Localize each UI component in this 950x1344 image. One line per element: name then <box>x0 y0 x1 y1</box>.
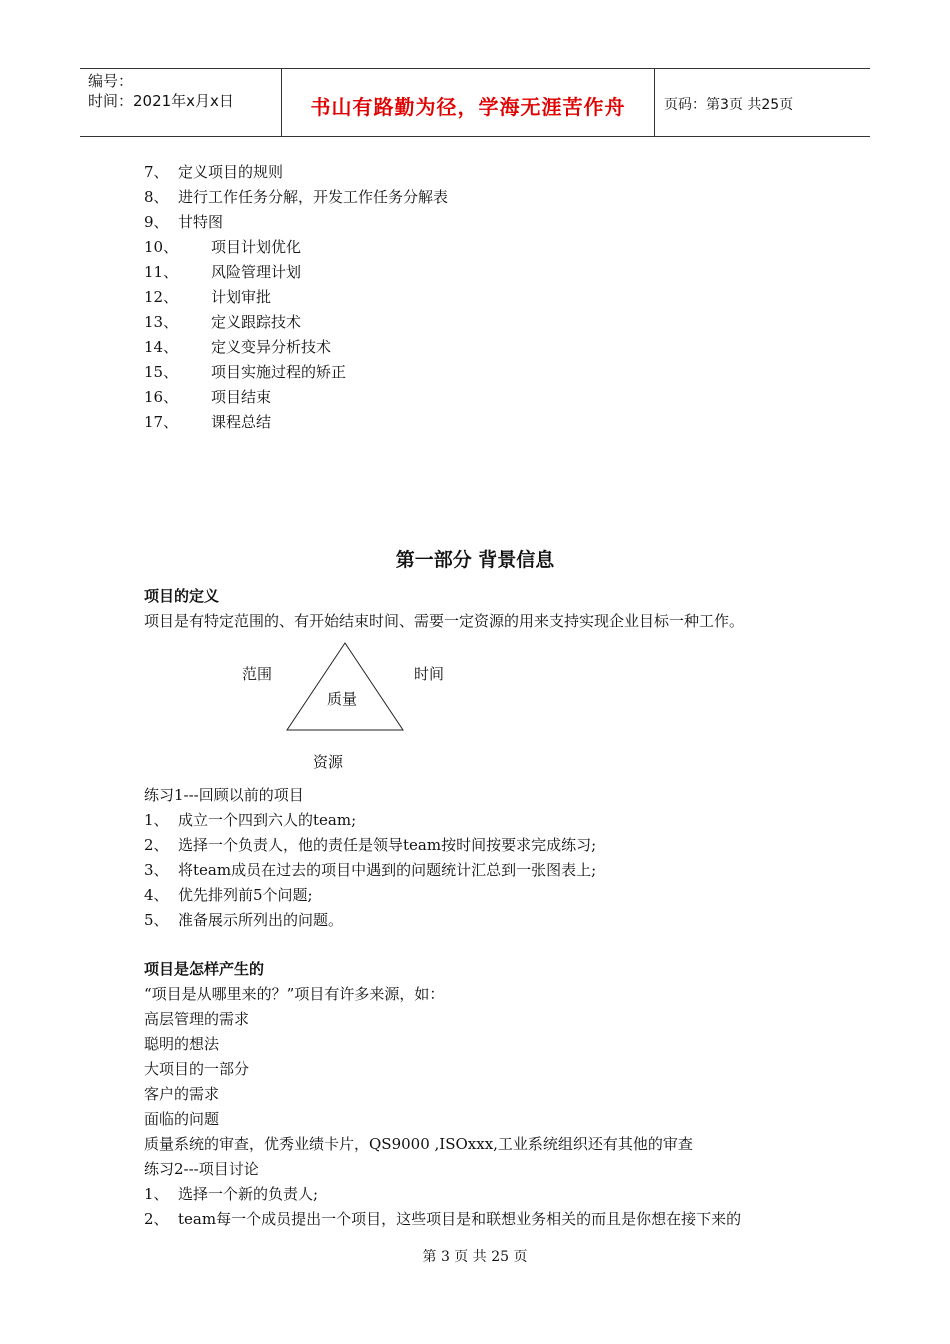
triangle-label-quality: 质量 <box>327 690 358 708</box>
header-divider <box>654 69 655 136</box>
toc-item: 16、 项目结束 <box>144 388 272 406</box>
header-motto: 书山有路勤为径，学海无涯苦作舟 <box>310 95 626 119</box>
exercise2-title: 练习2---项目讨论 <box>144 1160 259 1178</box>
triangle-label-scope: 范围 <box>242 665 273 683</box>
origin-source: 聪明的想法 <box>144 1035 220 1053</box>
page-footer: 第 3 页 共 25 页 <box>422 1249 528 1265</box>
header-page-number: 页码：第3页 共25页 <box>664 97 794 113</box>
origin-source: 客户的需求 <box>144 1085 220 1103</box>
exercise1-item: 2、 选择一个负责人，他的责任是领导team按时间按要求完成练习; <box>144 836 597 854</box>
exercise2-item: 2、 team每一个成员提出一个项目，这些项目是和联想业务相关的而且是你想在接下来的 <box>144 1210 742 1228</box>
triangle-label-resources: 资源 <box>313 753 344 771</box>
toc-item: 8、 进行工作任务分解，开发工作任务分解表 <box>144 188 449 206</box>
section-title: 第一部分 背景信息 <box>395 549 555 571</box>
toc-item: 7、 定义项目的规则 <box>144 163 284 181</box>
origin-source: 面临的问题 <box>144 1110 220 1128</box>
number-label: 编号： <box>88 72 134 90</box>
origin-heading: 项目是怎样产生的 <box>144 960 265 978</box>
date-label: 时间：2021年x月x日 <box>88 92 234 110</box>
toc-item: 12、 计划审批 <box>144 288 272 306</box>
toc-item: 15、 项目实施过程的矫正 <box>144 363 347 381</box>
toc-item: 13、 定义跟踪技术 <box>144 313 302 331</box>
origin-source: 大项目的一部分 <box>144 1060 250 1078</box>
origin-source: 质量系统的审查，优秀业绩卡片，QS9000 ,ISOxxx,工业系统组织还有其他的审查 <box>144 1135 693 1153</box>
exercise2-item: 1、 选择一个新的负责人; <box>144 1185 319 1203</box>
toc-item: 14、 定义变异分析技术 <box>144 338 332 356</box>
exercise1-item: 5、 准备展示所列出的问题。 <box>144 911 344 929</box>
page-header <box>80 68 870 137</box>
header-meta <box>88 71 278 111</box>
toc-item: 9、 甘特图 <box>144 213 224 231</box>
exercise1-item: 3、 将team成员在过去的项目中遇到的问题统计汇总到一张图表上; <box>144 861 597 879</box>
toc-item: 17、 课程总结 <box>144 413 272 431</box>
origin-source: 高层管理的需求 <box>144 1010 250 1028</box>
triangle-label-time: 时间 <box>414 665 445 683</box>
exercise1-item: 1、 成立一个四到六人的team; <box>144 811 357 829</box>
toc-item: 11、 风险管理计划 <box>144 263 302 281</box>
origin-intro: “项目是从哪里来的？”项目有许多来源，如： <box>144 985 445 1003</box>
project-triangle-diagram <box>286 642 406 732</box>
definition-heading: 项目的定义 <box>144 587 220 605</box>
toc-item: 10、 项目计划优化 <box>144 238 302 256</box>
exercise1-title: 练习1---回顾以前的项目 <box>144 786 304 804</box>
definition-text: 项目是有特定范围的、有开始结束时间、需要一定资源的用来支持实现企业目标一种工作。 <box>144 612 745 630</box>
exercise1-item: 4、 优先排列前5个问题; <box>144 886 313 904</box>
